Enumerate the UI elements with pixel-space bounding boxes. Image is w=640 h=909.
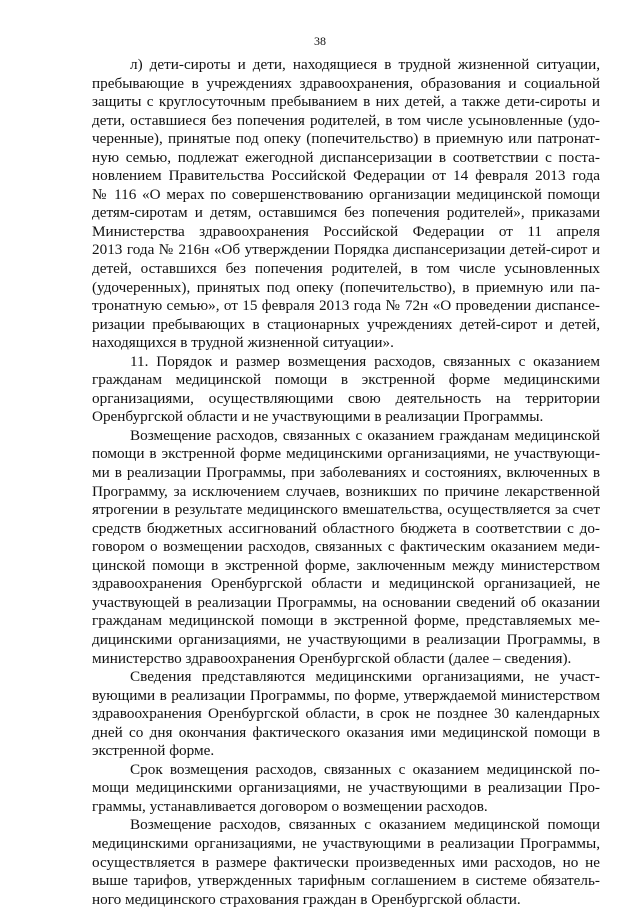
paragraph <box>92 816 600 909</box>
text-line: дицинскими организациями, не участвующими в реализации Программы, в <box>92 630 600 648</box>
text-line: 11. Порядок и размер возмещения расходов, связанных с оказанием <box>130 352 600 370</box>
text-line: ного медицинского страхования граждан в Оренбургской области. <box>92 890 521 908</box>
text-line: организациями, осуществляющими свою деятельность на территории <box>92 389 600 407</box>
text-line: говором о возмещении расходов, связанных с фактическим оказанием меди- <box>92 538 600 556</box>
text-line: средств бюджетных ассигнований областного бюджета в соответствии с до- <box>92 519 600 537</box>
text-line: вующими в реализации Программы, по форме, утверждаемой министерством <box>92 686 600 704</box>
text-line: мощи медицинскими организациями, не участвующими в реализации Про- <box>92 779 600 797</box>
text-line: Возмещение расходов, связанных с оказанием гражданам медицинской <box>130 426 600 444</box>
text-line: экстренной форме. <box>92 742 215 760</box>
text-line: гражданам медицинской помощи в экстренной форме, представляемых ме- <box>92 612 600 630</box>
text-line: ми в реализации Программы, при заболеваниях и состояниях, включенных в <box>92 464 600 482</box>
text-line: защиты с круглосуточным пребыванием в них детей, а также дети-сироты и <box>92 93 600 111</box>
paragraph <box>92 668 600 761</box>
text-line: ятрогении в результате медицинского вмешательства, осуществляется за счет <box>92 501 600 519</box>
document-body <box>92 56 600 909</box>
text-line: ную семью, подлежат ежегодной диспансеризации в соответствии с поста- <box>92 148 600 166</box>
text-line: помощи в экстренной форме медицинскими организациями, не участвующи- <box>92 445 600 463</box>
paragraph <box>92 353 600 427</box>
paragraph <box>92 761 600 817</box>
text-line: (удочеренных), принятых под опеку (попечительство), в приемную или па- <box>92 278 600 296</box>
text-line: 2013 года № 216н «Об утверждении Порядка диспансеризации детей-сирот и <box>92 241 600 259</box>
text-line: Срок возмещения расходов, связанных с оказанием медицинской по- <box>130 760 600 778</box>
text-line: здравоохранения Оренбургской области, в срок не позднее 30 календарных <box>92 705 600 723</box>
text-line: Программу, за исключением случаев, возникших по причине лекарственной <box>92 482 600 500</box>
paragraph <box>92 427 600 668</box>
text-line: дети, оставшиеся без попечения родителей, в том числе усыновленные (удо- <box>92 111 600 129</box>
text-line: медицинскими организациями, не участвующими в реализации Программы, <box>92 834 600 852</box>
text-line: министерство здравоохранения Оренбургской области (далее – сведения). <box>92 649 572 667</box>
text-line: детям-сиротам и детям, оставшимся без попечения родителей», приказами <box>92 204 600 222</box>
text-line: пребывающие в учреждениях здравоохранения, образования и социальной <box>92 74 600 92</box>
text-line: выше тарифов, утвержденных тарифным соглашением в системе обязатель- <box>92 872 600 890</box>
text-line: гражданам медицинской помощи в экстренной форме медицинскими <box>92 371 600 389</box>
page-number: 38 <box>314 34 326 48</box>
text-line: тронатную семью», от 15 февраля 2013 года № 72н «О проведении диспансе- <box>92 297 600 315</box>
text-line: здравоохранения Оренбургской области и медицинской организацией, не <box>92 575 600 593</box>
text-line: л) дети-сироты и дети, находящиеся в трудной жизненной ситуации, <box>130 56 600 73</box>
text-line: участвующей в реализации Программы, на основании сведений об оказании <box>92 593 600 611</box>
text-line: Оренбургской области и не участвующими в реализации Программы. <box>92 408 544 426</box>
text-line: осуществляется в размере фактически произведенных ими расходов, но не <box>92 853 600 871</box>
text-line: граммы, устанавливается договором о возмещении расходов. <box>92 797 488 815</box>
text-line: детей, оставшихся без попечения родителей, в том числе усыновленных <box>92 260 600 278</box>
text-line: ризации пребывающих в стационарных учреждениях детей-сирот и детей, <box>92 315 600 333</box>
text-line: № 116 «О мерах по совершенствованию организации медицинской помощи <box>92 185 600 203</box>
text-line: новлением Правительства Российской Федерации от 14 февраля 2013 года <box>92 167 600 185</box>
text-line: находящихся в трудной жизненной ситуации». <box>92 334 394 352</box>
text-line: цинской помощи в экстренной форме, заключенным между министерством <box>92 556 600 574</box>
text-line: дней со дня окончания фактического оказания ими медицинской помощи в <box>92 723 600 741</box>
text-line: черенные), принятые под опеку (попечительство) в приемную или патронат- <box>92 130 600 148</box>
text-line: Министерства здравоохранения Российской Федерации от 11 апреля <box>92 222 600 240</box>
text-line: Сведения представляются медицинскими организациями, не участ- <box>130 668 600 686</box>
text-line: Возмещение расходов, связанных с оказанием медицинской помощи <box>130 816 600 834</box>
paragraph <box>92 56 600 353</box>
